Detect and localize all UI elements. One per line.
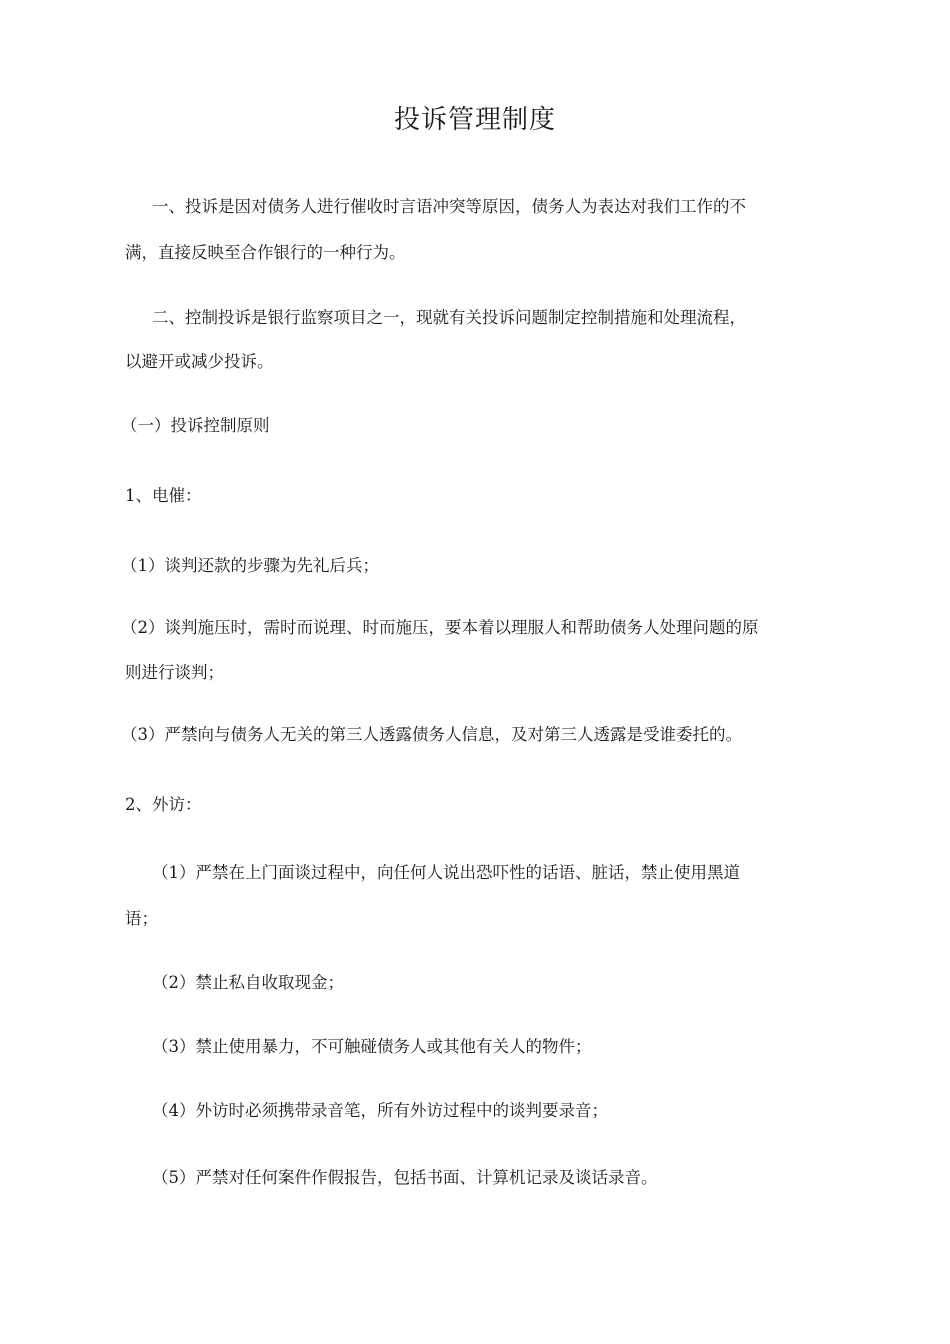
item-1-sub-1: （1）谈判还款的步骤为先礼后兵； — [121, 556, 379, 575]
paragraph-1-line-2: 满，直接反映至合作银行的一种行为。 — [125, 243, 406, 262]
paragraph-2-line-2: 以避开或减少投诉。 — [125, 352, 274, 371]
item-2-sub-1-line-1: （1）严禁在上门面谈过程中，向任何人说出恐吓性的话语、脏话，禁止使用黑道 — [152, 863, 740, 882]
item-2-sub-2: （2）禁止私自收取现金； — [152, 973, 344, 992]
item-2-heading: 2、外访： — [125, 795, 202, 814]
paragraph-1-line-1: 一、投诉是因对债务人进行催收时言语冲突等原因，债务人为表达对我们工作的不 — [152, 197, 746, 216]
item-2-sub-1-line-2: 语； — [125, 909, 158, 928]
paragraph-2-line-1: 二、控制投诉是银行监察项目之一，现就有关投诉问题制定控制措施和处理流程， — [152, 308, 746, 327]
item-1-heading: 1、电催： — [125, 486, 202, 505]
section-heading-complaint-control: （一）投诉控制原则 — [121, 416, 270, 435]
item-2-sub-5: （5）严禁对任何案件作假报告，包括书面、计算机记录及谈话录音。 — [152, 1168, 658, 1187]
item-1-sub-3: （3）严禁向与债务人无关的第三人透露债务人信息，及对第三人透露是受谁委托的。 — [121, 725, 742, 744]
document-title: 投诉管理制度 — [393, 105, 556, 135]
item-1-sub-2-line-1: （2）谈判施压时，需时而说理、时而施压，要本着以理服人和帮助债务人处理问题的原 — [121, 618, 759, 637]
item-1-sub-2-line-2: 则进行谈判； — [125, 663, 224, 682]
item-2-sub-3: （3）禁止使用暴力，不可触碰债务人或其他有关人的物件； — [152, 1037, 592, 1056]
item-2-sub-4: （4）外访时必须携带录音笔，所有外访过程中的谈判要录音； — [152, 1101, 608, 1120]
